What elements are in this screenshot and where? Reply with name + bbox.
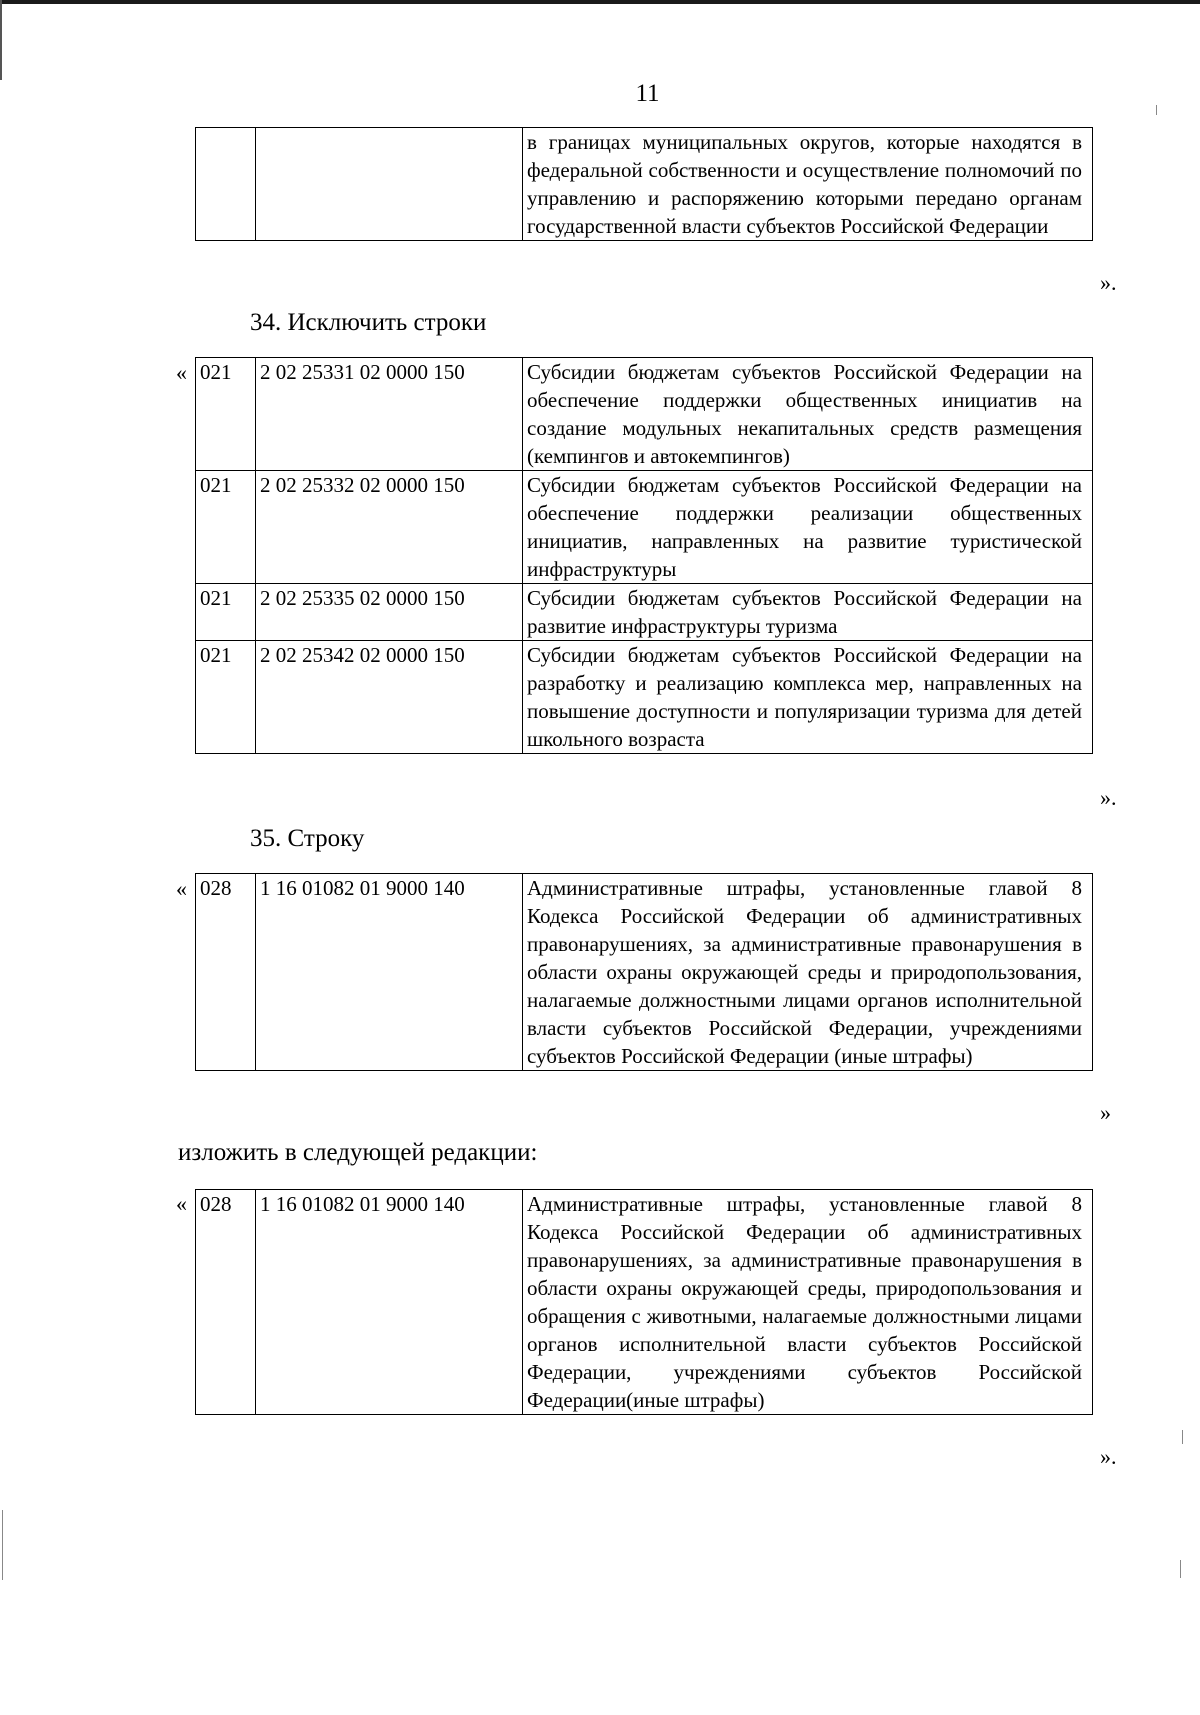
replace-heading: изложить в следующей редакции: [178,1139,538,1166]
description-cell: Субсидии бюджетам субъектов Российской Федерации на обеспечение поддержки реализации общественных инициатив, направленных на развитие туристической инфраструктуры [523,471,1093,584]
item-34-heading: 34. Исключить строки [250,309,487,336]
description-cell: Субсидии бюджетам субъектов Российской Федерации на обеспечение поддержки общественных инициатив на создание модульных некапитальных средств размещения (кемпингов и автокемпингов) [523,358,1093,471]
admin-code-cell: 021 [196,358,256,471]
admin-code-cell: 028 [196,874,256,1071]
budget-code-cell: 2 02 25331 02 0000 150 [256,358,523,471]
table-row [196,358,1093,471]
scan-edge-left [0,0,2,80]
opening-quote: « [176,1191,187,1216]
admin-code-cell: 021 [196,641,256,754]
budget-code-cell: 1 16 01082 01 9000 140 [256,1190,523,1415]
budget-code-cell [256,128,523,241]
item-35-heading: 35. Строку [250,825,365,852]
admin-code-cell: 021 [196,471,256,584]
description-cell: Административные штрафы, установленные главой 8 Кодекса Российской Федерации об административных правонарушениях, за административные правонарушения в области охраны окружающей среды, природопользования и обращения с животными, налагаемые должностными лицами органов исполнительной власти субъектов Российской Федерации, учреждениями субъектов Российской Федерации(иные штрафы) [523,1190,1093,1415]
table-row [196,471,1093,584]
opening-quote: « [176,360,187,385]
admin-code-cell: 028 [196,1190,256,1415]
description-cell: Административные штрафы, установленные главой 8 Кодекса Российской Федерации об административных правонарушениях, за административные правонарушения в области охраны окружающей среды и природопользования, налагаемые должностными лицами органов исполнительной власти субъектов Российской Федерации, учреждениями субъектов Российской Федерации (иные штрафы) [523,874,1093,1071]
closing-quote: ». [1100,1444,1117,1469]
opening-quote: « [176,876,187,901]
closing-quote: » [1100,1100,1111,1125]
item-34-table [195,357,1093,754]
item-35-new-table [195,1189,1093,1415]
item-35-old-table [195,873,1093,1071]
budget-code-cell: 1 16 01082 01 9000 140 [256,874,523,1071]
page-number: 11 [635,80,660,107]
table-row [196,1190,1093,1415]
continuation-table [195,127,1093,241]
budget-code-cell: 2 02 25332 02 0000 150 [256,471,523,584]
scan-speck [1180,1560,1181,1578]
description-cell: Субсидии бюджетам субъектов Российской Федерации на разработку и реализацию комплекса мер, направленных на повышение доступности и популяризации туризма для детей школьного возраста [523,641,1093,754]
table-row [196,128,1093,241]
admin-code-cell: 021 [196,584,256,641]
admin-code-cell [196,128,256,241]
closing-quote: ». [1100,785,1117,810]
budget-code-cell: 2 02 25335 02 0000 150 [256,584,523,641]
table-row [196,641,1093,754]
budget-code-cell: 2 02 25342 02 0000 150 [256,641,523,754]
scan-speck [2,1510,3,1580]
closing-quote: ». [1100,270,1117,295]
table-row [196,584,1093,641]
table-row [196,874,1093,1071]
scan-edge-top [0,0,1200,4]
description-cell: в границах муниципальных округов, которые находятся в федеральной собственности и осуществление полномочий по управлению и распоряжению которыми передано органам государственной власти субъектов Российской Федерации [523,128,1093,241]
description-cell: Субсидии бюджетам субъектов Российской Федерации на развитие инфраструктуры туризма [523,584,1093,641]
scan-speck [1182,1430,1183,1444]
